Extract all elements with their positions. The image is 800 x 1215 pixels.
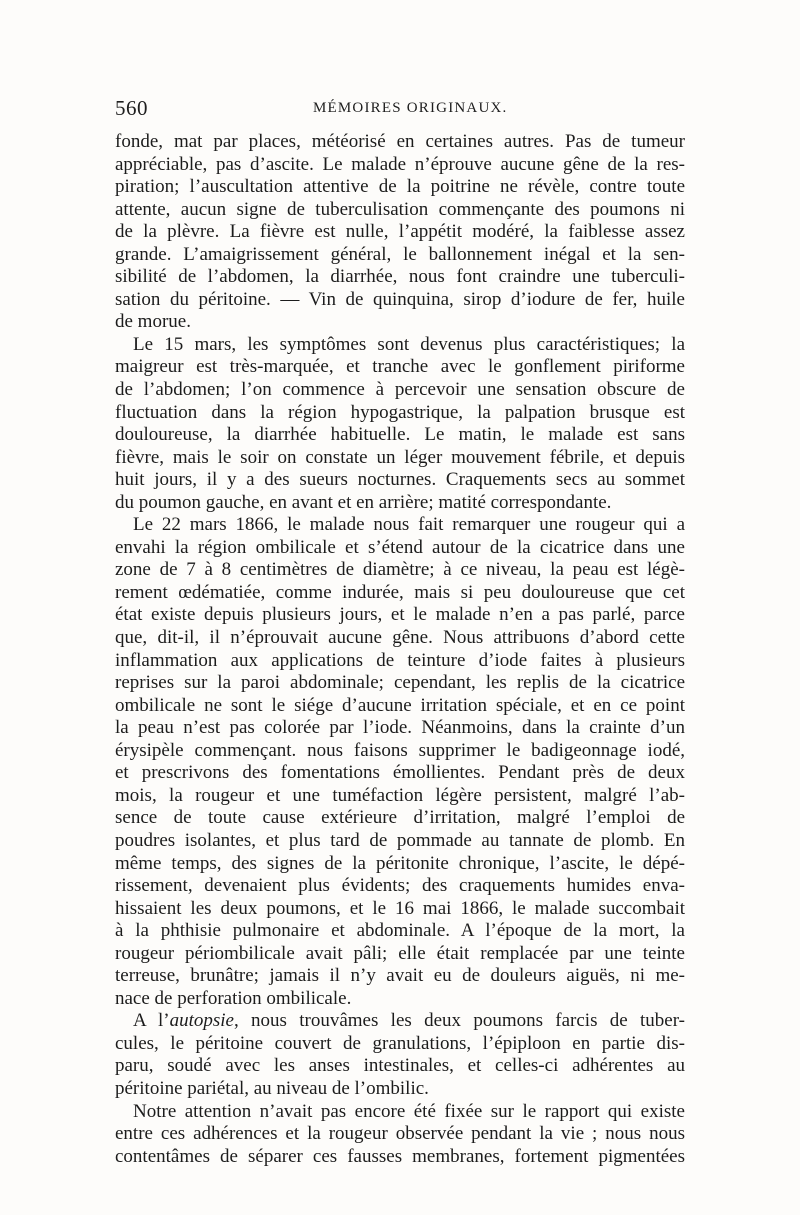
text-line: sibilité de l’abdomen, la diarrhée, nous font craindre une tuberculi- xyxy=(115,266,685,288)
text-line: nace de perforation ombilicale. xyxy=(115,987,352,1009)
text-line: poudres isolantes, et plus tard de pommade au tannate de plomb. En xyxy=(115,829,685,851)
text-line: du poumon gauche, en avant et en arrière; matité correspondante. xyxy=(115,491,612,513)
text-line: douloureuse, la diarrhée habituelle. Le matin, le malade est sans xyxy=(115,424,685,446)
text-line: rement œdématiée, comme indurée, mais si peu douloureuse que cet xyxy=(115,581,685,603)
paragraph-start: Le 22 mars 1866, le malade nous fait remarquer une rougeur qui a xyxy=(133,514,685,536)
text-line: attente, aucun signe de tuberculisation commençante des poumons ni xyxy=(115,198,685,220)
text-run: A l’ xyxy=(133,1010,170,1032)
text-line: grande. L’amaigrissement général, le ballonnement inégal et la sen- xyxy=(115,243,685,265)
text-line: de morue. xyxy=(115,311,191,333)
text-line: fièvre, mais le soir on constate un léger mouvement fébrile, et depuis xyxy=(115,446,685,468)
running-head: MÉMOIRES ORIGINAUX. xyxy=(313,100,508,116)
page-header xyxy=(115,96,700,122)
body-text xyxy=(115,131,685,1168)
paragraph-start xyxy=(115,1010,685,1033)
text-line: terreuse, brunâtre; jamais il n’y avait eu de douleurs aiguës, ni me- xyxy=(115,965,685,987)
text-line: reprises sur la paroi abdominale; cependant, les replis de la cicatrice xyxy=(115,672,685,694)
text-line: maigreur est très-marquée, et tranche avec le gonflement piriforme xyxy=(115,356,685,378)
text-line: sation du péritoine. — Vin de quinquina, sirop d’iodure de fer, huile xyxy=(115,288,685,310)
text-line: paru, soudé avec les anses intestinales, et celles-ci adhérentes au xyxy=(115,1055,685,1077)
text-line: péritoine pariétal, au niveau de l’ombilic. xyxy=(115,1077,429,1099)
text-line: fluctuation dans la région hypogastrique, la palpation brusque est xyxy=(115,401,685,423)
text-line: érysipèle commençant. nous faisons supprimer le badigeonnage iodé, xyxy=(115,739,685,761)
text-line: la peau n’est pas colorée par l’iode. Néanmoins, dans la crainte d’un xyxy=(115,717,685,739)
paragraph-start: Notre attention n’avait pas encore été fixée sur le rapport qui existe xyxy=(133,1100,685,1122)
text-line: rissement, devenaient plus évidents; des craquements humides enva- xyxy=(115,875,685,897)
text-run: , nous trouvâmes les deux poumons farcis de tuber- xyxy=(233,1010,686,1032)
text-line: fonde, mat par places, météorisé en certaines autres. Pas de tumeur xyxy=(115,131,685,152)
text-line: sence de toute cause extérieure d’irritation, malgré l’emploi de xyxy=(115,807,685,829)
text-line: contentâmes de séparer ces fausses membranes, fortement pigmentées xyxy=(115,1145,685,1167)
text-line: à la phthisie pulmonaire et abdominale. A l’époque de la mort, la xyxy=(115,920,685,942)
text-line: que, dit-il, il n’éprouvait aucune gêne. Nous attribuons d’abord cette xyxy=(115,627,685,649)
text-line: de la plèvre. La fièvre est nulle, l’appétit modéré, la faiblesse assez xyxy=(115,221,685,243)
italic-term: autopsie xyxy=(169,1010,234,1032)
paragraph-start: Le 15 mars, les symptômes sont devenus plus caractéristiques; la xyxy=(133,333,685,355)
text-line: de l’abdomen; l’on commence à percevoir une sensation obscure de xyxy=(115,379,685,401)
text-line: ombilicale ne sont le siége d’aucune irritation spéciale, et en ce point xyxy=(115,694,685,716)
text-line: appréciable, pas d’ascite. Le malade n’éprouve aucune gêne de la res- xyxy=(115,153,685,175)
text-line: inflammation aux applications de teinture d’iode faites à plusieurs xyxy=(115,649,685,671)
text-line: huit jours, il y a des sueurs nocturnes. Craquements secs au sommet xyxy=(115,469,685,491)
text-line: entre ces adhérences et la rougeur observée pendant la vie ; nous nous xyxy=(115,1123,685,1145)
text-line: et prescrivons des fomentations émollientes. Pendant près de deux xyxy=(115,762,685,784)
text-line: envahi la région ombilicale et s’étend autour de la cicatrice dans une xyxy=(115,536,685,558)
text-line: rougeur périombilicale avait pâli; elle était remplacée par une teinte xyxy=(115,942,685,964)
text-line: piration; l’auscultation attentive de la poitrine ne révèle, contre toute xyxy=(115,176,685,198)
text-line: hissaient les deux poumons, et le 16 mai 1866, le malade succombait xyxy=(115,897,685,919)
text-line: même temps, des signes de la péritonite chronique, l’ascite, le dépé- xyxy=(115,852,685,874)
text-line: état existe depuis plusieurs jours, et le malade n’en a pas parlé, parce xyxy=(115,604,685,626)
text-line: mois, la rougeur et une tuméfaction légère persistent, malgré l’ab- xyxy=(115,784,685,806)
text-line: cules, le péritoine couvert de granulations, l’épiploon en partie dis- xyxy=(115,1032,685,1054)
text-line: zone de 7 à 8 centimètres de diamètre; à ce niveau, la peau est légè- xyxy=(115,559,685,581)
page-number: 560 xyxy=(115,96,148,120)
